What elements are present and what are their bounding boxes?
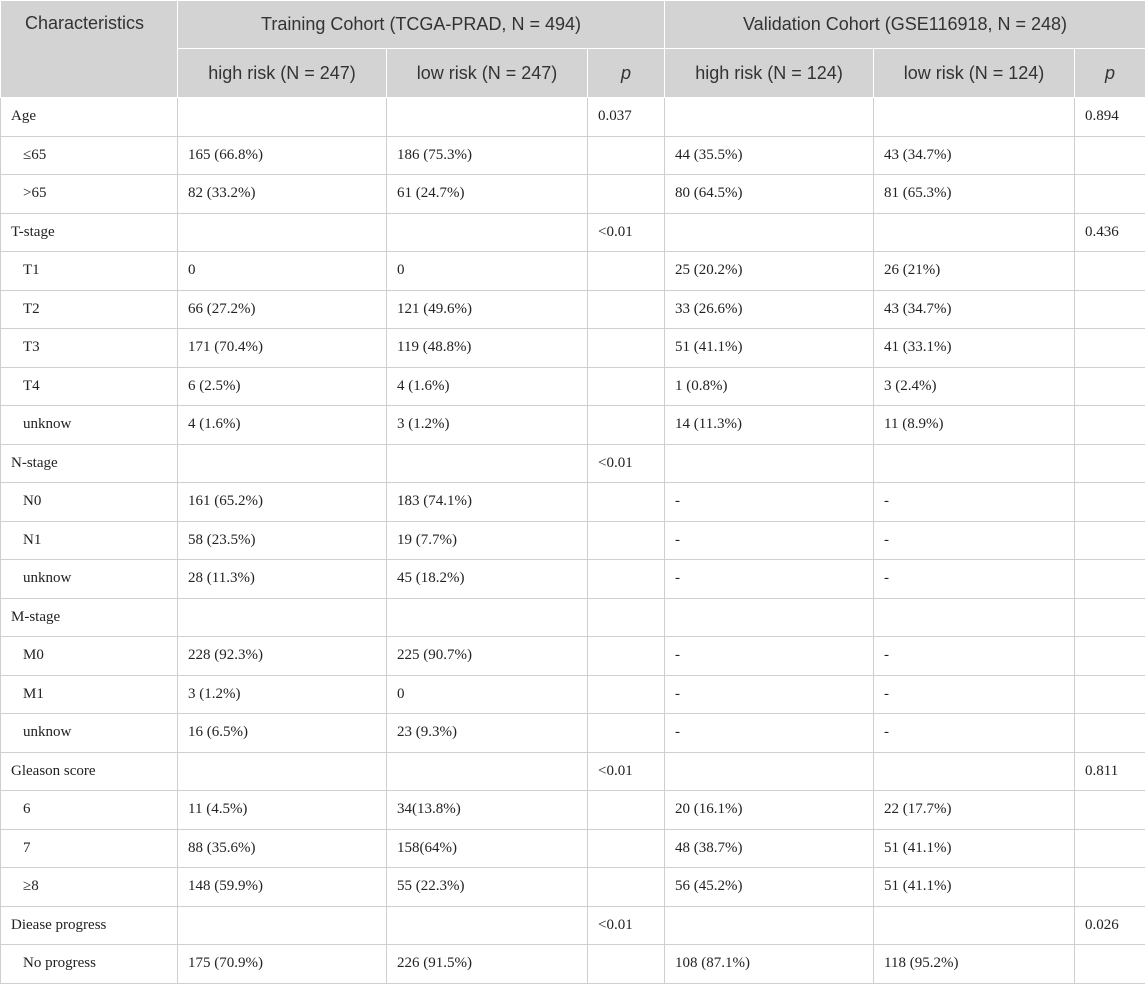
cell-training-low-risk: [387, 98, 588, 137]
cell-characteristic: N1: [1, 521, 178, 560]
cell-training-high-risk: 175 (70.9%): [178, 945, 387, 984]
cell-validation-p: [1075, 560, 1145, 599]
cell-training-high-risk: 3 (1.2%): [178, 675, 387, 714]
cell-validation-low-risk: 43 (34.7%): [874, 136, 1075, 175]
cell-characteristic: N-stage: [1, 444, 178, 483]
cell-training-low-risk: 226 (91.5%): [387, 945, 588, 984]
cell-training-high-risk: 6 (2.5%): [178, 367, 387, 406]
cell-validation-high-risk: [665, 906, 874, 945]
cell-validation-p: [1075, 521, 1145, 560]
header-training-cohort: Training Cohort (TCGA-PRAD, N = 494): [178, 1, 665, 49]
cell-validation-low-risk: [874, 98, 1075, 137]
cell-training-p: <0.01: [588, 906, 665, 945]
table-row: [1, 444, 1145, 483]
cell-validation-low-risk: -: [874, 714, 1075, 753]
cell-validation-high-risk: -: [665, 521, 874, 560]
cell-validation-low-risk: -: [874, 675, 1075, 714]
cell-validation-high-risk: [665, 98, 874, 137]
cell-validation-low-risk: 26 (21%): [874, 252, 1075, 291]
cell-training-high-risk: [178, 906, 387, 945]
table-row: [1, 98, 1145, 137]
cell-validation-low-risk: [874, 444, 1075, 483]
cell-validation-high-risk: 20 (16.1%): [665, 791, 874, 830]
cell-validation-high-risk: 56 (45.2%): [665, 868, 874, 907]
cell-validation-low-risk: 3 (2.4%): [874, 367, 1075, 406]
cell-validation-p: 0.894: [1075, 98, 1145, 137]
cell-validation-high-risk: 25 (20.2%): [665, 252, 874, 291]
table-row: [1, 752, 1145, 791]
header-validation-p: p: [1075, 49, 1145, 98]
cell-training-p: [588, 175, 665, 214]
cell-training-p: [588, 675, 665, 714]
table-row: [1, 406, 1145, 445]
cell-validation-p: [1075, 714, 1145, 753]
cell-training-high-risk: 161 (65.2%): [178, 483, 387, 522]
table-row: [1, 290, 1145, 329]
cell-training-p: [588, 714, 665, 753]
cell-validation-low-risk: 41 (33.1%): [874, 329, 1075, 368]
cell-validation-p: 0.026: [1075, 906, 1145, 945]
cell-training-p: [588, 868, 665, 907]
cell-training-low-risk: [387, 906, 588, 945]
cell-characteristic: T1: [1, 252, 178, 291]
cell-training-p: <0.01: [588, 444, 665, 483]
cell-training-high-risk: [178, 598, 387, 637]
cell-validation-p: [1075, 829, 1145, 868]
cell-characteristic: >65: [1, 175, 178, 214]
cell-training-p: 0.037: [588, 98, 665, 137]
cell-validation-high-risk: 33 (26.6%): [665, 290, 874, 329]
header-training-p: p: [588, 49, 665, 98]
table-row: [1, 252, 1145, 291]
cell-training-high-risk: [178, 752, 387, 791]
cell-training-p: [588, 560, 665, 599]
cell-training-p: [588, 637, 665, 676]
cell-validation-low-risk: [874, 752, 1075, 791]
cell-characteristic: No progress: [1, 945, 178, 984]
cell-training-p: [588, 945, 665, 984]
cell-training-low-risk: 45 (18.2%): [387, 560, 588, 599]
cell-validation-low-risk: 118 (95.2%): [874, 945, 1075, 984]
cell-validation-low-risk: 43 (34.7%): [874, 290, 1075, 329]
cell-characteristic: T4: [1, 367, 178, 406]
cell-training-p: [588, 329, 665, 368]
cell-characteristic: 6: [1, 791, 178, 830]
cell-training-high-risk: 28 (11.3%): [178, 560, 387, 599]
header-characteristics: Characteristics: [1, 1, 178, 98]
cell-training-low-risk: 186 (75.3%): [387, 136, 588, 175]
table-row: [1, 945, 1145, 984]
cell-characteristic: 7: [1, 829, 178, 868]
table-row: [1, 213, 1145, 252]
cell-validation-high-risk: 14 (11.3%): [665, 406, 874, 445]
header-training-low-risk: low risk (N = 247): [387, 49, 588, 98]
cell-validation-high-risk: -: [665, 675, 874, 714]
cell-characteristic: T3: [1, 329, 178, 368]
cell-validation-low-risk: -: [874, 637, 1075, 676]
cell-characteristic: unknow: [1, 560, 178, 599]
cell-training-p: [588, 483, 665, 522]
cell-training-low-risk: [387, 213, 588, 252]
cell-training-p: [588, 136, 665, 175]
cell-training-p: [588, 598, 665, 637]
cell-training-low-risk: 121 (49.6%): [387, 290, 588, 329]
cell-training-p: [588, 791, 665, 830]
cell-characteristic: unknow: [1, 714, 178, 753]
cell-validation-high-risk: [665, 213, 874, 252]
cell-training-p: <0.01: [588, 752, 665, 791]
cell-validation-p: [1075, 175, 1145, 214]
cell-validation-p: [1075, 868, 1145, 907]
cell-characteristic: ≥8: [1, 868, 178, 907]
cell-training-low-risk: [387, 598, 588, 637]
cell-validation-p: [1075, 136, 1145, 175]
cell-characteristic: M0: [1, 637, 178, 676]
cell-validation-low-risk: [874, 598, 1075, 637]
cell-validation-low-risk: -: [874, 483, 1075, 522]
cell-validation-p: [1075, 406, 1145, 445]
cell-training-p: [588, 367, 665, 406]
cell-validation-high-risk: [665, 444, 874, 483]
cell-training-high-risk: 66 (27.2%): [178, 290, 387, 329]
cell-validation-low-risk: 81 (65.3%): [874, 175, 1075, 214]
table-row: [1, 637, 1145, 676]
table-header: [1, 1, 1145, 98]
cell-training-high-risk: 148 (59.9%): [178, 868, 387, 907]
cell-validation-p: 0.436: [1075, 213, 1145, 252]
cell-training-low-risk: 55 (22.3%): [387, 868, 588, 907]
cell-training-low-risk: 225 (90.7%): [387, 637, 588, 676]
cell-validation-low-risk: -: [874, 521, 1075, 560]
cell-training-low-risk: 3 (1.2%): [387, 406, 588, 445]
cell-characteristic: Gleason score: [1, 752, 178, 791]
cell-characteristic: M1: [1, 675, 178, 714]
cell-training-low-risk: 34(13.8%): [387, 791, 588, 830]
cell-validation-p: [1075, 367, 1145, 406]
cell-validation-p: [1075, 598, 1145, 637]
cell-training-low-risk: 0: [387, 675, 588, 714]
cell-validation-high-risk: -: [665, 637, 874, 676]
cell-validation-high-risk: -: [665, 483, 874, 522]
cell-training-low-risk: [387, 752, 588, 791]
cell-validation-p: [1075, 252, 1145, 291]
cell-validation-high-risk: 80 (64.5%): [665, 175, 874, 214]
cell-characteristic: T2: [1, 290, 178, 329]
cell-characteristic: unknow: [1, 406, 178, 445]
cell-validation-high-risk: [665, 752, 874, 791]
cell-training-low-risk: 183 (74.1%): [387, 483, 588, 522]
cell-characteristic: Age: [1, 98, 178, 137]
cell-training-high-risk: 165 (66.8%): [178, 136, 387, 175]
table-row: [1, 868, 1145, 907]
table-row: [1, 675, 1145, 714]
cell-validation-p: [1075, 945, 1145, 984]
cell-training-high-risk: 0: [178, 252, 387, 291]
cell-validation-high-risk: 44 (35.5%): [665, 136, 874, 175]
cell-validation-high-risk: -: [665, 560, 874, 599]
cell-validation-high-risk: 1 (0.8%): [665, 367, 874, 406]
cell-validation-low-risk: 51 (41.1%): [874, 868, 1075, 907]
cell-validation-p: [1075, 483, 1145, 522]
cell-validation-low-risk: [874, 906, 1075, 945]
cell-characteristic: ≤65: [1, 136, 178, 175]
cell-training-p: [588, 290, 665, 329]
cell-training-low-risk: 0: [387, 252, 588, 291]
cell-characteristic: Diease progress: [1, 906, 178, 945]
header-validation-high-risk: high risk (N = 124): [665, 49, 874, 98]
header-training-high-risk: high risk (N = 247): [178, 49, 387, 98]
cell-validation-high-risk: [665, 598, 874, 637]
cell-validation-p: [1075, 290, 1145, 329]
cell-training-low-risk: 61 (24.7%): [387, 175, 588, 214]
cell-training-high-risk: 228 (92.3%): [178, 637, 387, 676]
cell-training-high-risk: [178, 213, 387, 252]
cell-training-high-risk: 16 (6.5%): [178, 714, 387, 753]
table-row: [1, 483, 1145, 522]
cell-validation-high-risk: -: [665, 714, 874, 753]
table-row: [1, 521, 1145, 560]
cell-characteristic: M-stage: [1, 598, 178, 637]
header-row-groups: [1, 1, 1145, 49]
cell-characteristic: N0: [1, 483, 178, 522]
table-row: [1, 329, 1145, 368]
cell-training-high-risk: 58 (23.5%): [178, 521, 387, 560]
cell-training-low-risk: 4 (1.6%): [387, 367, 588, 406]
cell-validation-low-risk: 11 (8.9%): [874, 406, 1075, 445]
table-row: [1, 560, 1145, 599]
cell-training-p: <0.01: [588, 213, 665, 252]
cell-training-low-risk: [387, 444, 588, 483]
cell-validation-low-risk: [874, 213, 1075, 252]
table-row: [1, 906, 1145, 945]
cell-training-low-risk: 23 (9.3%): [387, 714, 588, 753]
table-row: [1, 175, 1145, 214]
cell-training-high-risk: [178, 98, 387, 137]
cell-validation-p: 0.811: [1075, 752, 1145, 791]
cell-training-p: [588, 829, 665, 868]
cell-training-high-risk: [178, 444, 387, 483]
cell-training-p: [588, 252, 665, 291]
header-validation-low-risk: low risk (N = 124): [874, 49, 1075, 98]
cell-validation-p: [1075, 675, 1145, 714]
header-validation-cohort: Validation Cohort (GSE116918, N = 248): [665, 1, 1145, 49]
cell-training-high-risk: 82 (33.2%): [178, 175, 387, 214]
table-body: [1, 98, 1145, 984]
cell-training-p: [588, 521, 665, 560]
cell-training-low-risk: 119 (48.8%): [387, 329, 588, 368]
cell-training-p: [588, 406, 665, 445]
cell-validation-high-risk: 108 (87.1%): [665, 945, 874, 984]
cell-validation-low-risk: 22 (17.7%): [874, 791, 1075, 830]
table-row: [1, 136, 1145, 175]
table-row: [1, 829, 1145, 868]
table-row: [1, 714, 1145, 753]
cell-validation-p: [1075, 329, 1145, 368]
cell-training-low-risk: 158(64%): [387, 829, 588, 868]
cell-validation-low-risk: 51 (41.1%): [874, 829, 1075, 868]
cell-training-high-risk: 4 (1.6%): [178, 406, 387, 445]
cell-validation-p: [1075, 791, 1145, 830]
table-row: [1, 791, 1145, 830]
cell-validation-high-risk: 51 (41.1%): [665, 329, 874, 368]
cell-validation-p: [1075, 444, 1145, 483]
cell-validation-high-risk: 48 (38.7%): [665, 829, 874, 868]
table-row: [1, 598, 1145, 637]
cell-training-high-risk: 88 (35.6%): [178, 829, 387, 868]
cell-training-high-risk: 171 (70.4%): [178, 329, 387, 368]
cell-validation-low-risk: -: [874, 560, 1075, 599]
cell-validation-p: [1075, 637, 1145, 676]
cell-training-low-risk: 19 (7.7%): [387, 521, 588, 560]
cell-characteristic: T-stage: [1, 213, 178, 252]
cell-training-high-risk: 11 (4.5%): [178, 791, 387, 830]
table-row: [1, 367, 1145, 406]
